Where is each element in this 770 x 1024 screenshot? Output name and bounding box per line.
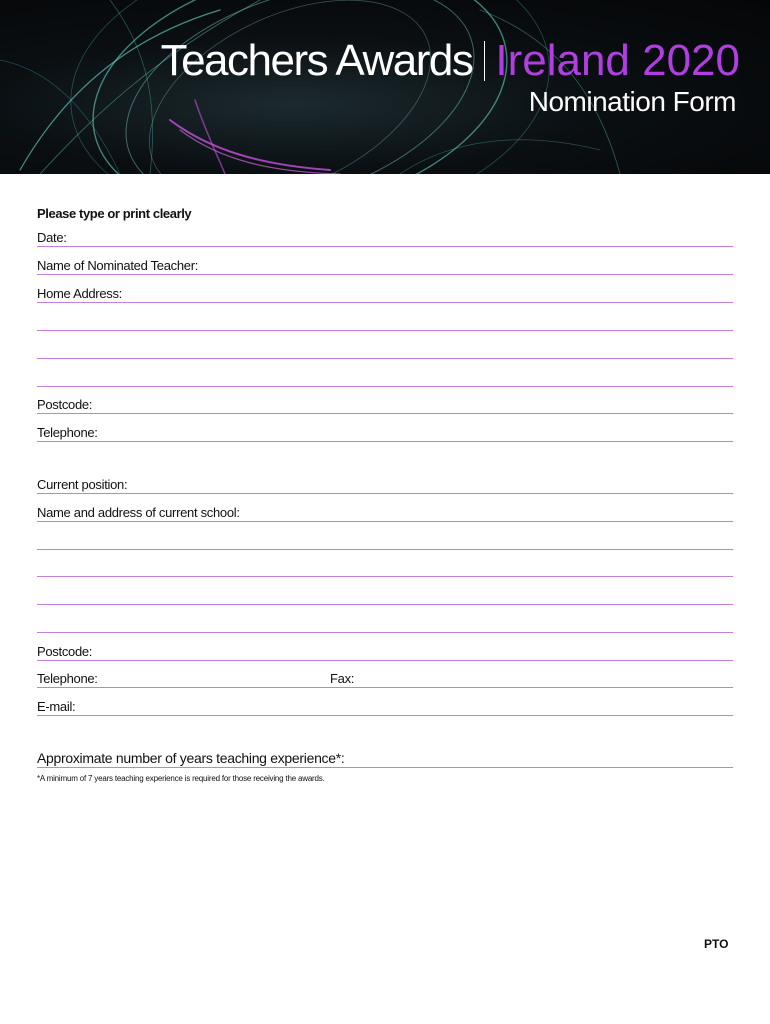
- header-banner: [0, 0, 770, 174]
- pto-label: PTO: [704, 937, 729, 951]
- home-address-line-3[interactable]: [37, 338, 733, 359]
- school-postcode-label: Postcode:: [37, 644, 93, 659]
- school-postcode-field[interactable]: [37, 640, 733, 661]
- school-address-line-4[interactable]: [37, 584, 733, 605]
- teacher-name-label: Name of Nominated Teacher:: [37, 258, 199, 273]
- home-postcode-field[interactable]: [37, 393, 733, 414]
- home-address-label: Home Address:: [37, 286, 122, 301]
- form-instruction: Please type or print clearly: [37, 206, 192, 221]
- current-position-label: Current position:: [37, 477, 128, 492]
- home-address-line-4[interactable]: [37, 366, 733, 387]
- email-label: E-mail:: [37, 699, 76, 714]
- school-field[interactable]: [37, 501, 733, 522]
- school-label: Name and address of current school:: [37, 505, 240, 520]
- title-accent: Ireland 2020: [495, 36, 740, 85]
- experience-label: Approximate number of years teaching experience*:: [37, 750, 345, 766]
- home-postcode-label: Postcode:: [37, 397, 93, 412]
- title-main: Teachers Awards: [160, 36, 473, 85]
- school-address-line-3[interactable]: [37, 556, 733, 577]
- home-telephone-field[interactable]: [37, 421, 733, 442]
- school-address-line-2[interactable]: [37, 529, 733, 550]
- school-telephone-label: Telephone:: [37, 671, 98, 686]
- teacher-name-field[interactable]: [37, 254, 733, 275]
- home-telephone-label: Telephone:: [37, 425, 98, 440]
- date-label: Date:: [37, 230, 67, 245]
- email-field[interactable]: [37, 695, 733, 716]
- home-address-field[interactable]: [37, 282, 733, 303]
- home-address-line-2[interactable]: [37, 310, 733, 331]
- experience-footnote: *A minimum of 7 years teaching experience is required for those receiving the awards.: [37, 774, 325, 783]
- fax-label: Fax:: [330, 671, 355, 686]
- school-address-line-5[interactable]: [37, 612, 733, 633]
- experience-field[interactable]: [37, 747, 733, 768]
- title-divider: [484, 41, 485, 81]
- current-position-field[interactable]: [37, 473, 733, 494]
- page-subtitle: Nomination Form: [528, 86, 736, 117]
- date-field[interactable]: [37, 226, 733, 247]
- school-telephone-fax-field[interactable]: [37, 667, 733, 688]
- page-title: [161, 36, 740, 86]
